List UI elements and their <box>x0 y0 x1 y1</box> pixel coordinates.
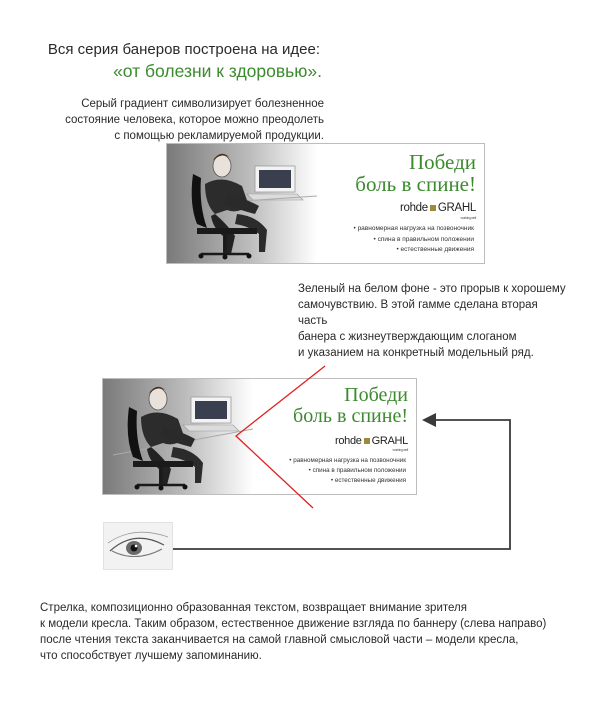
feature-item: • спина в правильном положении <box>289 466 406 476</box>
slogan-line-1: Победи <box>408 150 476 174</box>
return-arrow-head <box>422 413 436 427</box>
feature-item: • равномерная нагрузка на позвоночник <box>289 456 406 466</box>
feature-item: • спина в правильном положении <box>353 235 474 246</box>
feature-item: • естественные движения <box>353 245 474 256</box>
eye-sketch-image <box>103 522 173 570</box>
feature-item: • естественные движения <box>289 476 406 486</box>
red-arrow-lines <box>236 366 325 508</box>
brand-logo: rohde GRAHL working well <box>334 435 408 452</box>
eye-icon <box>104 523 172 569</box>
arrow-note: Стрелка, композиционно образованная текстом, возвращает внимание зрителя к модели кресла. Таким образом, естественное движение взгляда по баннеру (слева направо) после чтения текста заканчивается на самой главной смысловой части – модели кресла, что способствует лучшему запоминанию. <box>40 602 547 662</box>
return-arrow-path <box>173 420 510 549</box>
feature-item: • равномерная нагрузка на позвоночник <box>353 224 474 235</box>
header-idea-text: Вся серия банеров построена на идее: <box>47 41 320 58</box>
slogan-line-2: боль в спине! <box>293 405 408 427</box>
header-idea-slogan: «от болезни к здоровью». <box>113 61 322 81</box>
slogan-line-2: боль в спине! <box>355 172 476 197</box>
slogan-line-1: Победи <box>344 384 408 406</box>
gradient-note: Серый градиент символизирует болезненное состояние человека, которое можно преодолеть с помощью рекламируемой продукции. <box>65 98 324 142</box>
green-note: Зеленый на белом фоне - это прорыв к хорошему самочувствию. В этой гамме сделана вторая часть банера с жизнеутверждающим слоганом и указанием на конкретный модельный ряд. <box>298 283 566 359</box>
brand-logo: rohde GRAHL working well <box>399 202 476 220</box>
